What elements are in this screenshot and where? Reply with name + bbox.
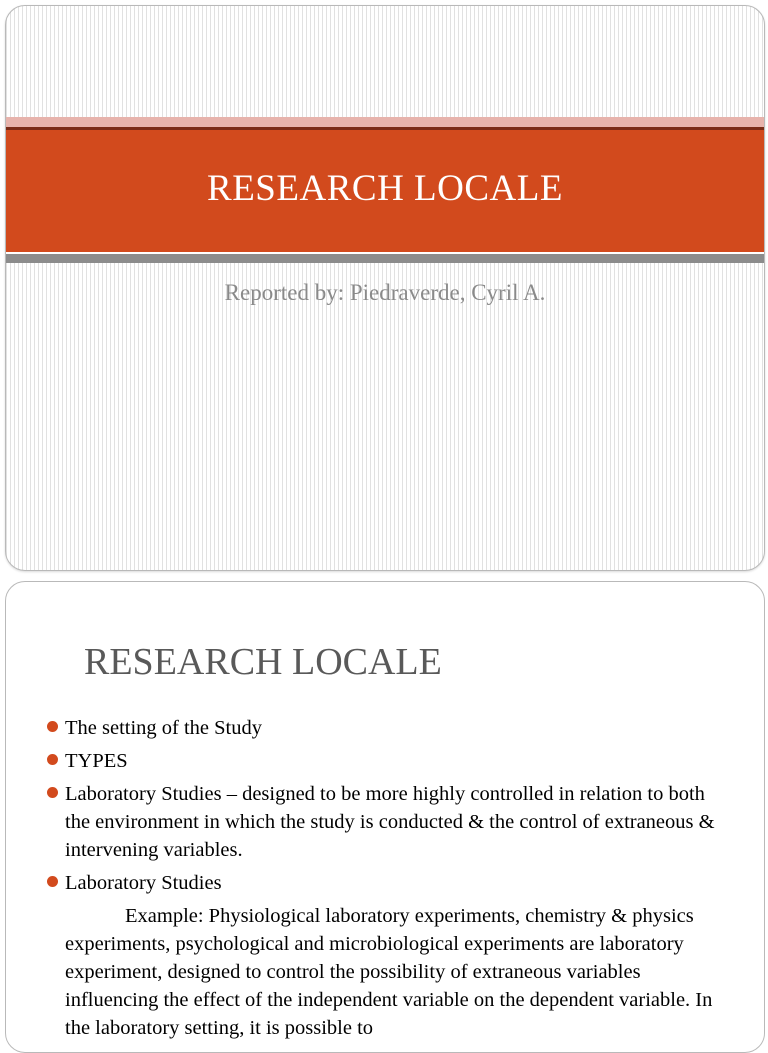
bullet-item: [47, 714, 727, 742]
example-paragraph: Example: Physiological laboratory experiments, chemistry & physics experiments, psychological and microbiological experiments are laboratory experiment, designed to control the possibility of extraneous variables influencing the effect of the independent variable on the dependent variable. In the laboratory setting, it is possible to: [65, 905, 713, 1039]
bullet-dot-icon: [47, 721, 58, 732]
bullet-list: [47, 714, 727, 902]
title-slide: [5, 5, 765, 571]
bullet-item: [47, 869, 727, 897]
slide-subtitle: Reported by: Piedraverde, Cyril A.: [224, 280, 546, 305]
bullet-item: [47, 780, 727, 864]
slide-title: RESEARCH LOCALE: [207, 167, 563, 209]
pink-accent-strip: [6, 117, 764, 127]
bullet-text: TYPES: [65, 750, 128, 772]
bullet-text: Laboratory Studies – designed to be more highly controlled in relation to both the environment in which the study is conducted & the control of extraneous & intervening variables.: [65, 783, 715, 861]
bullet-item: [47, 747, 727, 775]
bullet-dot-icon: [47, 876, 58, 887]
bullet-dot-icon: [47, 787, 58, 798]
bullet-text: The setting of the Study: [65, 717, 263, 739]
gray-accent-strip: [6, 254, 764, 263]
content-slide: [5, 581, 765, 1053]
bullet-text: Laboratory Studies: [65, 872, 222, 894]
slide-heading: RESEARCH LOCALE: [84, 641, 442, 683]
title-band: [6, 130, 764, 252]
bullet-dot-icon: [47, 754, 58, 765]
